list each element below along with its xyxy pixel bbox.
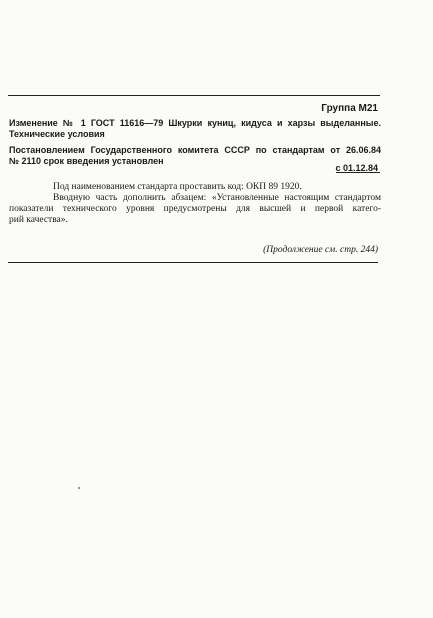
paragraph-introduction-line-2: показатели технического уровня предусмотрены для высшей и первой катего- [9,204,381,214]
amendment-title-line-1: Изменение № 1 ГОСТ 11616—79 Шкурки куниц, кидуса и харзы выделанные. [9,118,381,128]
paragraph-introduction-line-1: Вводную часть дополнить абзацем: «Установленные настоящим стандартом [53,193,381,203]
resolution-text [9,145,381,167]
group-label: Группа М21 [321,103,378,114]
amendment-title [9,118,381,140]
paragraph-okp-code [9,182,381,193]
continued-note: (Продолжение см. стр. 244) [263,245,378,255]
effective-date: с 01.12.84 [335,163,378,173]
effective-date-underline [336,172,380,173]
paragraph-introduction-line-3: рий качества». [9,215,68,225]
resolution-line-1: Постановлением Государственного комитета СССР по стандартам от 26.06.84 [9,145,381,155]
resolution-line-2: № 2110 срок введения установлен [9,156,164,166]
bottom-rule [8,262,378,263]
scan-speck [78,487,80,489]
top-rule [8,95,380,96]
paragraph-introduction [9,193,381,226]
amendment-title-line-2: Технические условия [9,129,105,139]
paragraph-okp-code-text: Под наименованием стандарта проставить код: ОКП 89 1920. [53,182,302,192]
